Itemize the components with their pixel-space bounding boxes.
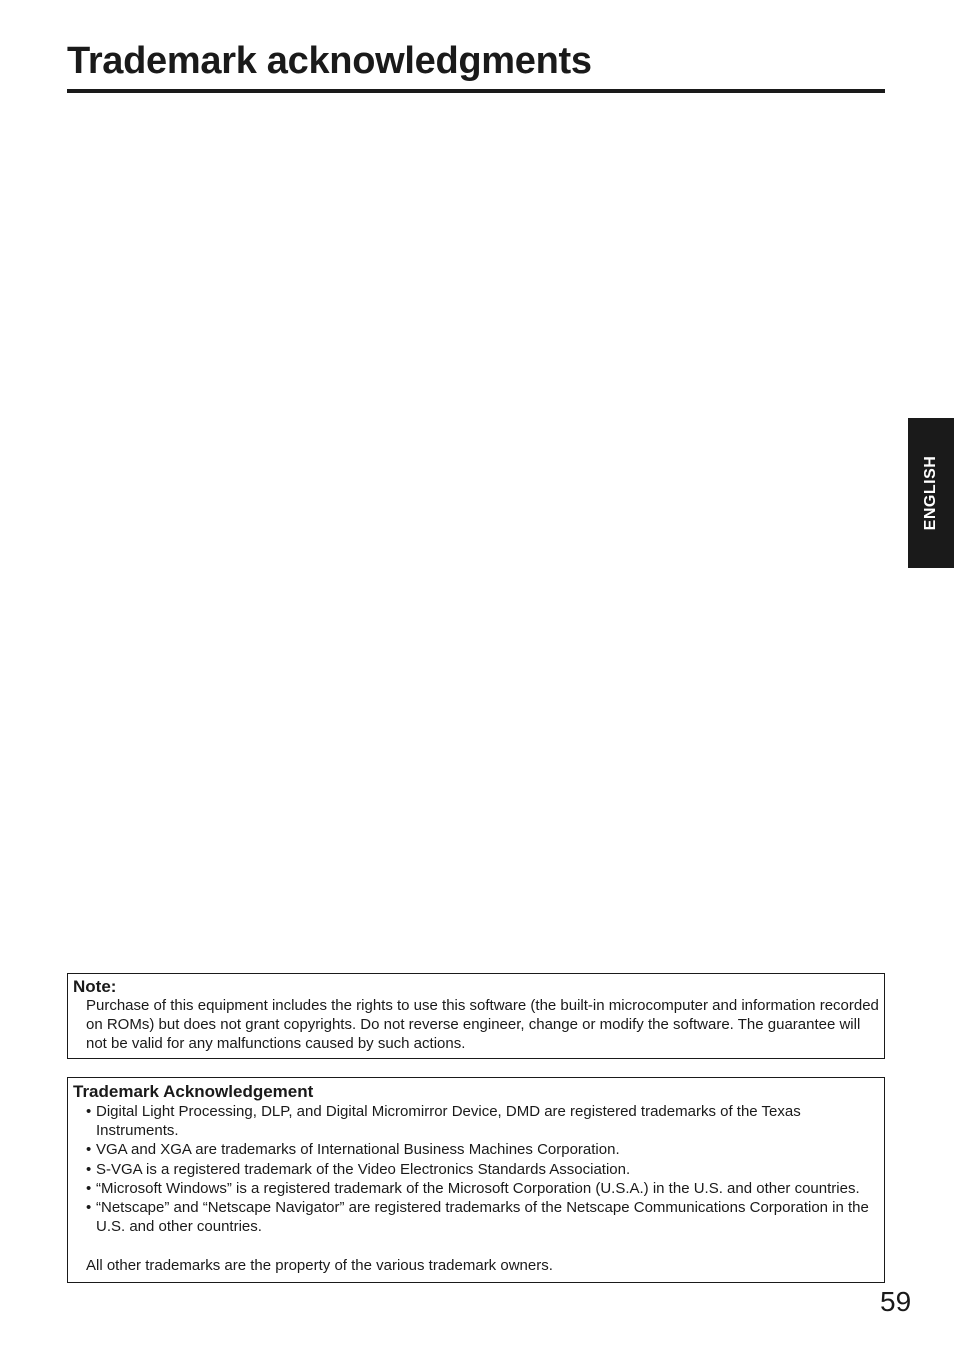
trademark-heading: Trademark Acknowledgement <box>73 1082 314 1101</box>
page-number: 59 <box>880 1286 912 1317</box>
trademark-item: • S-VGA is a registered trademark of the Video Electronics Standards Association. <box>86 1160 883 1179</box>
title-rule <box>67 89 885 93</box>
language-tab-label: ENGLISH <box>922 455 939 531</box>
note-heading: Note: <box>73 977 117 996</box>
trademark-item: • VGA and XGA are trademarks of International Business Machines Corporation. <box>86 1140 883 1159</box>
trademark-list <box>86 1102 883 1236</box>
page-title: Trademark acknowledgments <box>67 40 592 82</box>
note-box <box>67 973 885 1059</box>
trademark-box <box>67 1077 885 1283</box>
trademark-footer: All other trademarks are the property of the various trademark owners. <box>86 1257 553 1274</box>
trademark-item: • Digital Light Processing, DLP, and Digital Micromirror Device, DMD are registered trademarks of the Texas Instruments. <box>86 1102 883 1140</box>
language-tab <box>908 418 954 568</box>
trademark-item: • “Microsoft Windows” is a registered trademark of the Microsoft Corporation (U.S.A.) in the U.S. and other countries. <box>86 1179 883 1198</box>
note-body: Purchase of this equipment includes the rights to use this software (the built-in microcomputer and information recorded on ROMs) but does not grant copyrights. Do not reverse engineer, change or modify the software. The guarantee will not be valid for any malfunctions caused by such actions. <box>86 997 879 1053</box>
trademark-item: • “Netscape” and “Netscape Navigator” are registered trademarks of the Netscape Communications Corporation in the U.S. and other countries. <box>86 1198 883 1236</box>
